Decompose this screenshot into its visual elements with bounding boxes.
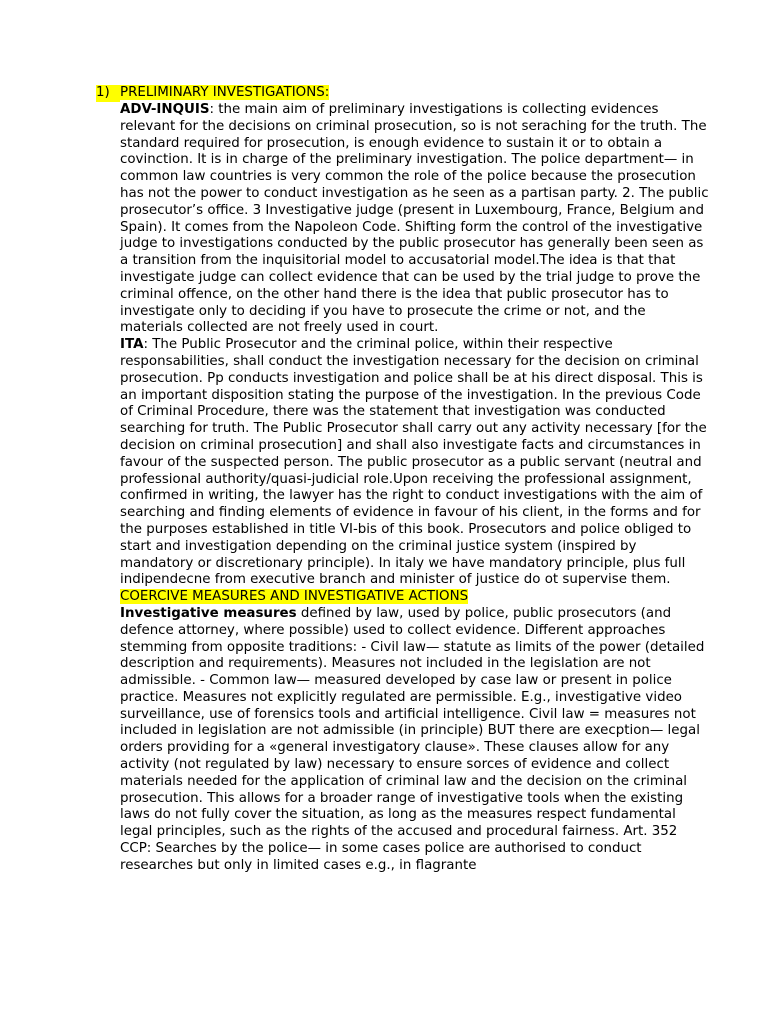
paragraph-ita xyxy=(120,337,710,589)
bold-label-ita: ITA xyxy=(120,337,144,353)
paragraph-investigative-measures xyxy=(120,606,710,875)
paragraph-text: : The Public Prosecutor and the criminal police, within their respective responsabilities, shall conduct the investigation necessary for the decision on criminal prosecution. Pp conducts investigation and police shall be at his direct disposal. This is an important disposition stating the purpose of the investigation. In the previous Code of Criminal Procedure, there was the statement that investigation was conducted searching for truth. The Public Prosecutor shall carry out any activity necessary [for the decision on criminal prosecution] and shall also investigate facts and circumstances in favour of the suspected person. The public prosecutor as a public servant (neutral and professional authority/quasi-judicial role.Upon receiving the professional assignment, confirmed in writing, the lawyer has the right to conduct investigations with the aim of searching and finding elements of evidence in favour of his client, in the forms and for the purposes established in title VI-bis of this book. Prosecutors and police obliged to start and investigation depending on the criminal justice system (inspired by mandatory or discretionary principle). In italy we have mandatory principle, plus full indipendecne from executive branch and minister of justice do ot supervise them. xyxy=(120,337,707,588)
body-text xyxy=(120,102,710,875)
paragraph-adv-inquis xyxy=(120,102,710,337)
section-heading-preliminary xyxy=(96,85,329,102)
bold-label-adv-inquis: ADV-INQUIS xyxy=(120,102,210,117)
heading-title: COERCIVE MEASURES AND INVESTIGATIVE ACTIONS xyxy=(120,589,469,605)
list-number: 1) xyxy=(96,85,120,102)
section-heading-coercive xyxy=(120,589,710,606)
bold-label-investigative-measures: Investigative measures xyxy=(120,605,297,621)
paragraph-text: defined by law, used by police, public prosecutors (and defence attorney, where possible) used to collect evidence. Different approaches stemming from opposite traditions: - Civil law— statute as limits of the power (detailed description and requirements). Measures not included in the legislation are not admissible. - Common law— measured developed by case law or present in police practice. Measures not explicitly regulated are permissible. E.g., investigative video surveillance, use of forensics tools and artificial intelligence. Civil law = measures not included in legislation are not admissible (in principle) BUT there are execption— legal orders providing for a «general investigatory clause». These clauses allow for any activity (not regulated by law) necessary to ensure sorces of evidence and collect materials needed for the application of criminal law and the decision on the criminal prosecution. This allows for a broader range of investigative tools when the existing laws do not fully cover the situation, as long as the measures respect fundamental legal principles, such as the rights of the accused and procedural fairness. Art. 352 CCP: Searches by the police— in some cases police are authorised to conduct researches but only in limited cases e.g., in flagrante xyxy=(120,605,705,873)
heading-title: PRELIMINARY INVESTIGATIONS: xyxy=(120,85,330,100)
paragraph-text: : the main aim of preliminary investigations is collecting evidences relevant for the decisions on criminal prosecution, so is not seraching for the truth. The standard required for prosecution, is enough evidence to sustain it or to obtain a covinction. It is in charge of the preliminary investigation. The police department— in common law countries is very common the role of the police because the prosecution has not the power to conduct investigation as he seen as a partisan party. 2. The public prosecutor’s office. 3 Investigative judge (present in Luxembourg, France, Belgium and Spain). It comes from the Napoleon Code. Shifting form the control of the investigative judge to investigations conducted by the public prosecutor has generally been seen as a transition from the inquisitorial model to accusatorial model.The idea is that that investigate judge can collect evidence that can be used by the trial judge to prove the criminal offence, on the other hand there is the idea that public prosecutor has to investigate only to deciding if you have to prosecute the crime or not, and the materials collected are not freely used in court. xyxy=(120,102,709,336)
